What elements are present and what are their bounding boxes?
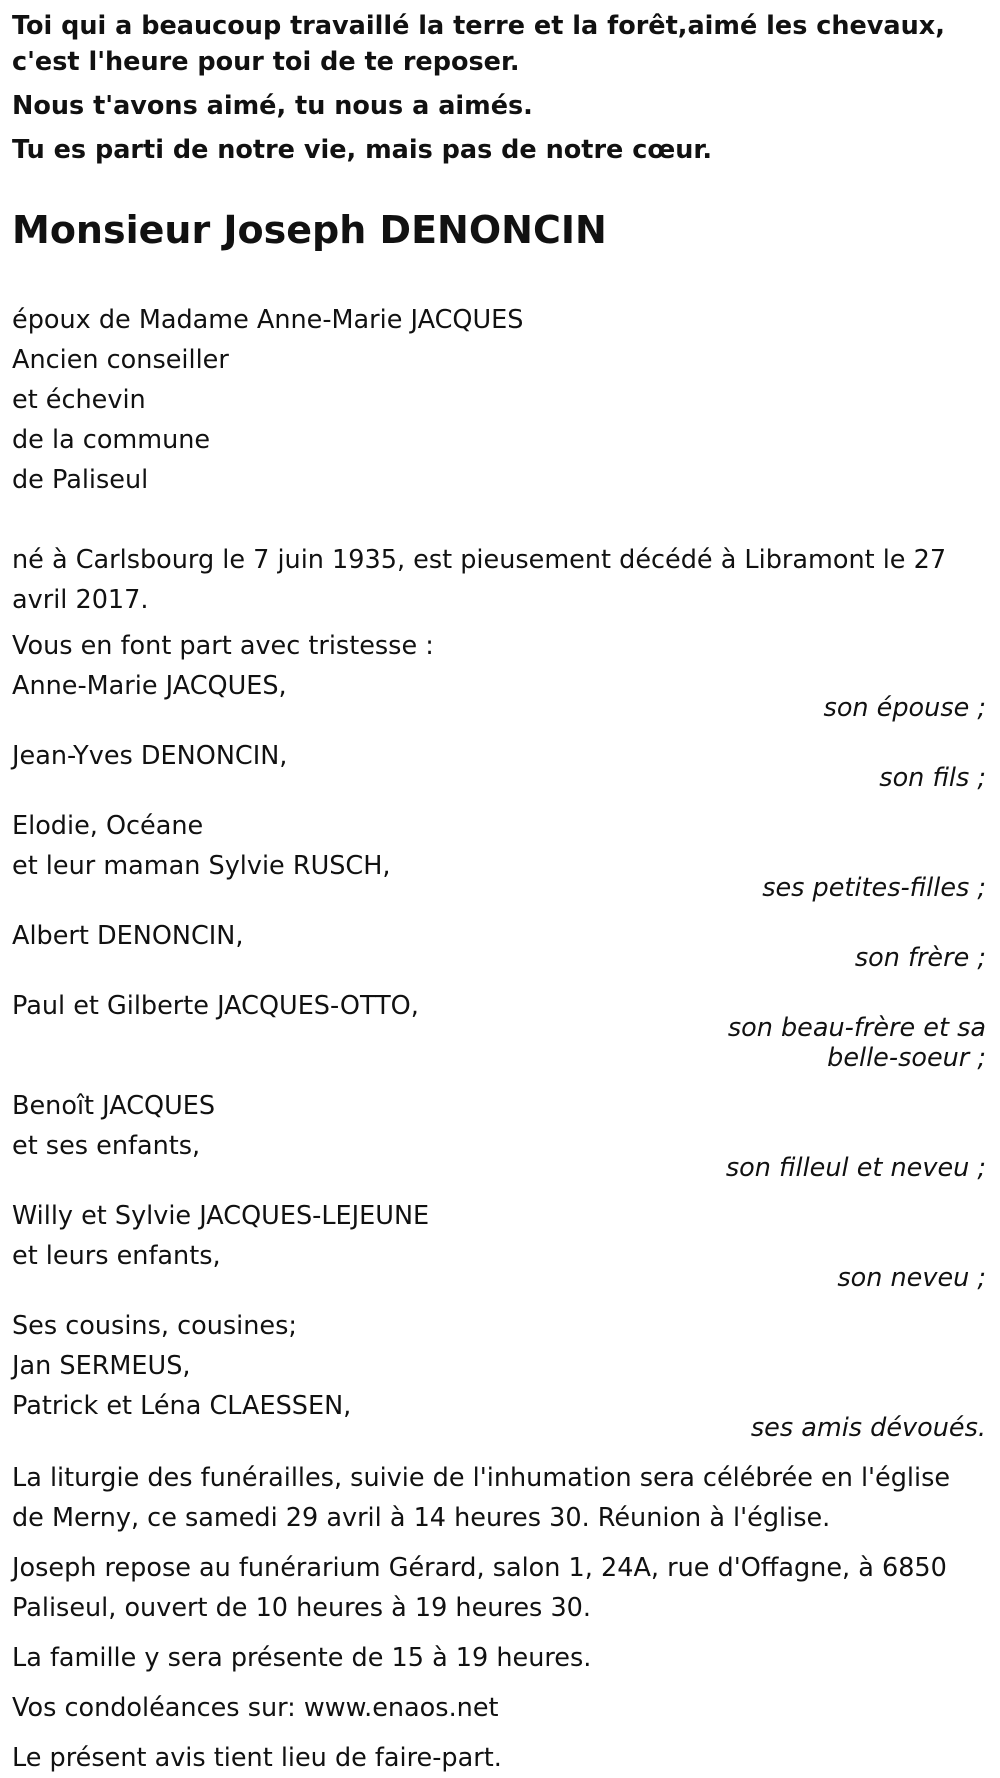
family-entry — [12, 1196, 988, 1298]
family-names: Ses cousins, cousines; — [12, 1311, 297, 1341]
intro-verse — [12, 8, 988, 168]
intro-line: Tu es parti de notre vie, mais pas de notre cœur. — [12, 135, 713, 165]
family-relation: son frère ; — [854, 943, 986, 973]
family-names: et ses enfants, — [12, 1131, 201, 1161]
family-relation: son fils ; — [879, 763, 986, 793]
family-relation: belle-soeur ; — [827, 1043, 986, 1073]
family-relation: ses petites-filles ; — [762, 873, 986, 903]
family-relation: son épouse ; — [823, 693, 986, 723]
family-names: Paul et Gilberte JACQUES-OTTO, — [12, 991, 419, 1021]
family-names: Jan SERMEUS, — [12, 1351, 191, 1381]
family-names: et leur maman Sylvie RUSCH, — [12, 851, 391, 881]
family-names: Patrick et Léna CLAESSEN, — [12, 1391, 352, 1421]
family-presence-paragraph: La famille y sera présente de 15 à 19 heures. — [12, 1643, 592, 1673]
condolences-paragraph: Vos condoléances sur: www.enaos.net — [12, 1693, 499, 1723]
family-entry — [12, 986, 988, 1078]
family-entry — [12, 916, 988, 978]
liturgy-paragraph: La liturgie des funérailles, suivie de l'inhumation sera célébrée en l'église de Merny, ce samedi 29 avril à 14 heures 30. Réunion à l'église. — [12, 1463, 951, 1533]
family-names: Willy et Sylvie JACQUES-LEJEUNE — [12, 1201, 430, 1231]
family-relation: son beau-frère et sa — [727, 1013, 986, 1043]
family-relation: son neveu ; — [837, 1263, 986, 1293]
deceased-titles — [12, 300, 988, 500]
family-names: et leurs enfants, — [12, 1241, 221, 1271]
intro-line: Nous t'avons aimé, tu nous a aimés. — [12, 91, 533, 121]
family-entry — [12, 736, 988, 798]
title-line: époux de Madame Anne-Marie JACQUES — [12, 305, 524, 335]
family-names: Anne-Marie JACQUES, — [12, 671, 287, 701]
announcement-mention: Vous en font part avec tristesse : — [12, 631, 434, 661]
funeral-details — [12, 1458, 988, 1778]
title-line: de la commune — [12, 425, 211, 455]
family-list — [12, 666, 988, 1448]
family-relation: ses amis dévoués. — [750, 1413, 986, 1443]
family-names: Jean-Yves DENONCIN, — [12, 741, 288, 771]
family-entry — [12, 666, 988, 728]
family-names: Albert DENONCIN, — [12, 921, 244, 951]
family-entry — [12, 1306, 988, 1448]
family-entry — [12, 1086, 988, 1188]
birth-death-text: né à Carlsbourg le 7 juin 1935, est pieusement décédé à Libramont le 27 avril 2017. — [12, 545, 947, 615]
title-line: et échevin — [12, 385, 146, 415]
funerarium-paragraph: Joseph repose au funérarium Gérard, salon 1, 24A, rue d'Offagne, à 6850 Paliseul, ouvert de 10 heures à 19 heures 30. — [12, 1553, 947, 1623]
title-line: Ancien conseiller — [12, 345, 229, 375]
family-names: Elodie, Océane — [12, 811, 204, 841]
title-line: de Paliseul — [12, 465, 149, 495]
deceased-name: Monsieur Joseph DENONCIN — [12, 208, 607, 252]
family-names: Benoît JACQUES — [12, 1091, 216, 1121]
notice-paragraph: Le présent avis tient lieu de faire-part. — [12, 1743, 502, 1773]
family-relation: son filleul et neveu ; — [725, 1153, 986, 1183]
intro-line: Toi qui a beaucoup travaillé la terre et la forêt,aimé les chevaux, c'est l'heure pour toi de te reposer. — [12, 11, 945, 77]
family-entry — [12, 806, 988, 908]
